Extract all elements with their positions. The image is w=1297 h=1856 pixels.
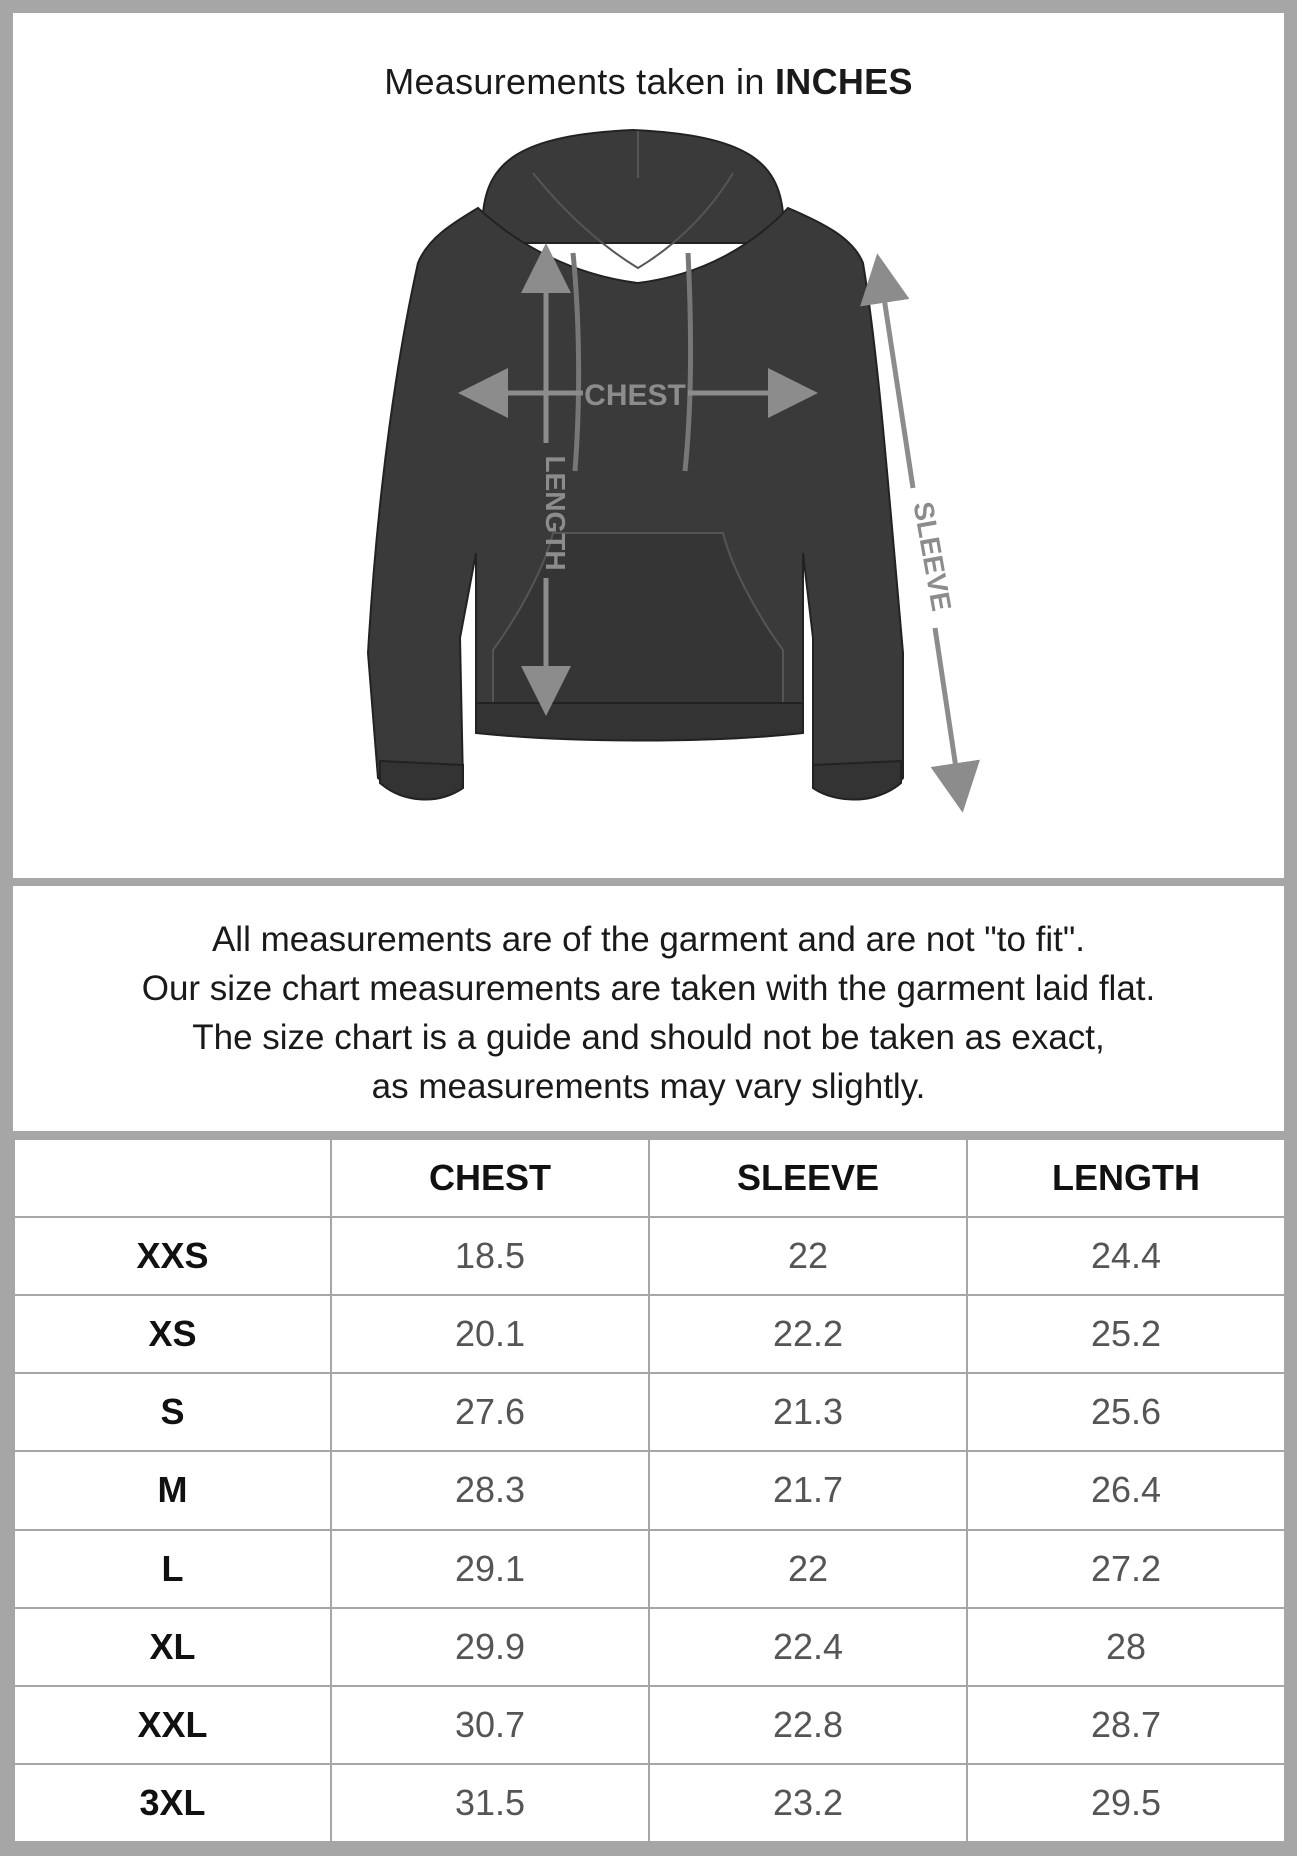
diagram-panel bbox=[13, 13, 1284, 885]
sleeve-cell: 22.2 bbox=[649, 1295, 967, 1373]
note-line: The size chart is a guide and should not be taken as exact, bbox=[192, 1017, 1105, 1057]
size-cell: XL bbox=[14, 1608, 331, 1686]
length-cell: 28.7 bbox=[967, 1686, 1285, 1764]
column-header-chest: CHEST bbox=[331, 1139, 649, 1217]
column-header-sleeve: SLEEVE bbox=[649, 1139, 967, 1217]
hood-shape bbox=[483, 130, 783, 243]
note-line: Our size chart measurements are taken with the garment laid flat. bbox=[141, 968, 1156, 1008]
size-table bbox=[13, 1138, 1286, 1843]
length-cell: 29.5 bbox=[967, 1764, 1285, 1842]
chest-cell: 20.1 bbox=[331, 1295, 649, 1373]
cuff-right bbox=[813, 761, 901, 799]
table-row bbox=[14, 1295, 1285, 1373]
size-cell: M bbox=[14, 1451, 331, 1529]
cuff-left bbox=[380, 761, 463, 799]
sleeve-cell: 21.3 bbox=[649, 1373, 967, 1451]
length-cell: 25.2 bbox=[967, 1295, 1285, 1373]
note-line: as measurements may vary slightly. bbox=[371, 1066, 926, 1106]
chest-cell: 29.1 bbox=[331, 1530, 649, 1608]
size-cell: XS bbox=[14, 1295, 331, 1373]
table-row bbox=[14, 1530, 1285, 1608]
table-row bbox=[14, 1764, 1285, 1842]
chest-cell: 28.3 bbox=[331, 1451, 649, 1529]
table-row bbox=[14, 1217, 1285, 1295]
sleeve-cell: 22 bbox=[649, 1217, 967, 1295]
note-line: All measurements are of the garment and are not "to fit". bbox=[211, 919, 1086, 959]
table-header-row bbox=[14, 1139, 1285, 1217]
size-cell: L bbox=[14, 1530, 331, 1608]
table-row bbox=[14, 1373, 1285, 1451]
sleeve-cell: 22 bbox=[649, 1530, 967, 1608]
sleeve-label: SLEEVE bbox=[907, 499, 958, 614]
size-cell: 3XL bbox=[14, 1764, 331, 1842]
size-cell: XXS bbox=[14, 1217, 331, 1295]
sleeve-cell: 22.4 bbox=[649, 1608, 967, 1686]
sleeve-cell: 22.8 bbox=[649, 1686, 967, 1764]
hoodie-diagram bbox=[13, 13, 1284, 885]
length-cell: 28 bbox=[967, 1608, 1285, 1686]
table-row bbox=[14, 1608, 1285, 1686]
length-cell: 25.6 bbox=[967, 1373, 1285, 1451]
sleeve-cell: 21.7 bbox=[649, 1451, 967, 1529]
chest-cell: 31.5 bbox=[331, 1764, 649, 1842]
title-unit: INCHES bbox=[774, 61, 913, 102]
chest-label: CHEST bbox=[584, 379, 686, 412]
chest-cell: 30.7 bbox=[331, 1686, 649, 1764]
chest-cell: 27.6 bbox=[331, 1373, 649, 1451]
waistband bbox=[476, 703, 803, 741]
title-prefix: Measurements taken in bbox=[384, 61, 775, 102]
size-cell: XXL bbox=[14, 1686, 331, 1764]
length-cell: 24.4 bbox=[967, 1217, 1285, 1295]
sleeve-cell: 23.2 bbox=[649, 1764, 967, 1842]
chest-cell: 29.9 bbox=[331, 1608, 649, 1686]
measurement-notes bbox=[13, 892, 1284, 1133]
column-header-size bbox=[14, 1139, 331, 1217]
separator-top bbox=[13, 878, 1284, 886]
length-label: LENGTH bbox=[540, 455, 571, 571]
length-cell: 26.4 bbox=[967, 1451, 1285, 1529]
size-cell: S bbox=[14, 1373, 331, 1451]
table-row bbox=[14, 1451, 1285, 1529]
column-header-length: LENGTH bbox=[967, 1139, 1285, 1217]
sleeve-arrow-down bbox=[935, 628, 959, 788]
length-cell: 27.2 bbox=[967, 1530, 1285, 1608]
chest-cell: 18.5 bbox=[331, 1217, 649, 1295]
table-row bbox=[14, 1686, 1285, 1764]
